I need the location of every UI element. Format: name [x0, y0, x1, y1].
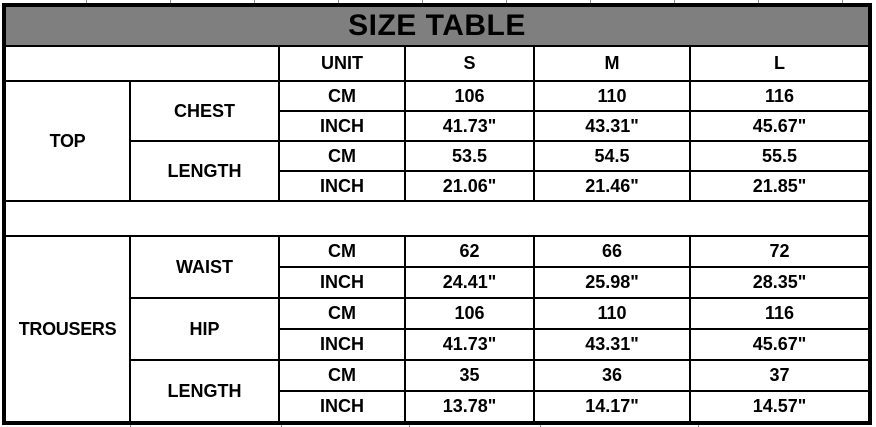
value-cell: 21.85"	[690, 171, 870, 201]
value-cell: 110	[534, 298, 690, 329]
measure-label-chest: CHEST	[130, 81, 279, 141]
value-cell: 62	[405, 236, 534, 267]
value-cell: 21.06"	[405, 171, 534, 201]
col-header-unit: UNIT	[279, 46, 405, 81]
unit-cell-inch: INCH	[279, 329, 405, 360]
value-cell: 66	[534, 236, 690, 267]
value-cell: 41.73"	[405, 329, 534, 360]
value-cell: 53.5	[405, 141, 534, 171]
value-cell: 25.98"	[534, 267, 690, 298]
value-cell: 35	[405, 360, 534, 391]
unit-cell-inch: INCH	[279, 111, 405, 141]
measure-label-waist: WAIST	[130, 236, 279, 298]
value-cell: 43.31"	[534, 111, 690, 141]
col-header-size-l: L	[690, 46, 870, 81]
measure-label-hip: HIP	[130, 298, 279, 360]
value-cell: 116	[690, 298, 870, 329]
value-cell: 28.35"	[690, 267, 870, 298]
unit-cell-inch: INCH	[279, 267, 405, 298]
size-table	[2, 3, 872, 425]
measure-label-top-length: LENGTH	[130, 141, 279, 201]
value-cell: 13.78"	[405, 391, 534, 423]
col-header-size-m: M	[534, 46, 690, 81]
unit-cell-cm: CM	[279, 236, 405, 267]
value-cell: 106	[405, 81, 534, 111]
value-cell: 110	[534, 81, 690, 111]
value-cell: 41.73"	[405, 111, 534, 141]
value-cell: 72	[690, 236, 870, 267]
col-header-size-s: S	[405, 46, 534, 81]
section-label-top: TOP	[4, 81, 130, 201]
value-cell: 106	[405, 298, 534, 329]
value-cell: 43.31"	[534, 329, 690, 360]
unit-cell-inch: INCH	[279, 391, 405, 423]
header-corner-cell	[4, 46, 279, 81]
value-cell: 14.17"	[534, 391, 690, 423]
value-cell: 45.67"	[690, 329, 870, 360]
unit-cell-cm: CM	[279, 360, 405, 391]
unit-cell-cm: CM	[279, 141, 405, 171]
unit-cell-cm: CM	[279, 81, 405, 111]
value-cell: 116	[690, 81, 870, 111]
value-cell: 21.46"	[534, 171, 690, 201]
value-cell: 45.67"	[690, 111, 870, 141]
value-cell: 37	[690, 360, 870, 391]
unit-cell-inch: INCH	[279, 171, 405, 201]
value-cell: 55.5	[690, 141, 870, 171]
value-cell: 36	[534, 360, 690, 391]
value-cell: 24.41"	[405, 267, 534, 298]
unit-cell-cm: CM	[279, 298, 405, 329]
top-gridline-sliver	[0, 0, 876, 3]
value-cell: 14.57"	[690, 391, 870, 423]
measure-label-trousers-length: LENGTH	[130, 360, 279, 423]
table-title: SIZE TABLE	[4, 5, 870, 46]
section-label-trousers: TROUSERS	[4, 236, 130, 423]
spacer-row	[4, 201, 870, 236]
value-cell: 54.5	[534, 141, 690, 171]
